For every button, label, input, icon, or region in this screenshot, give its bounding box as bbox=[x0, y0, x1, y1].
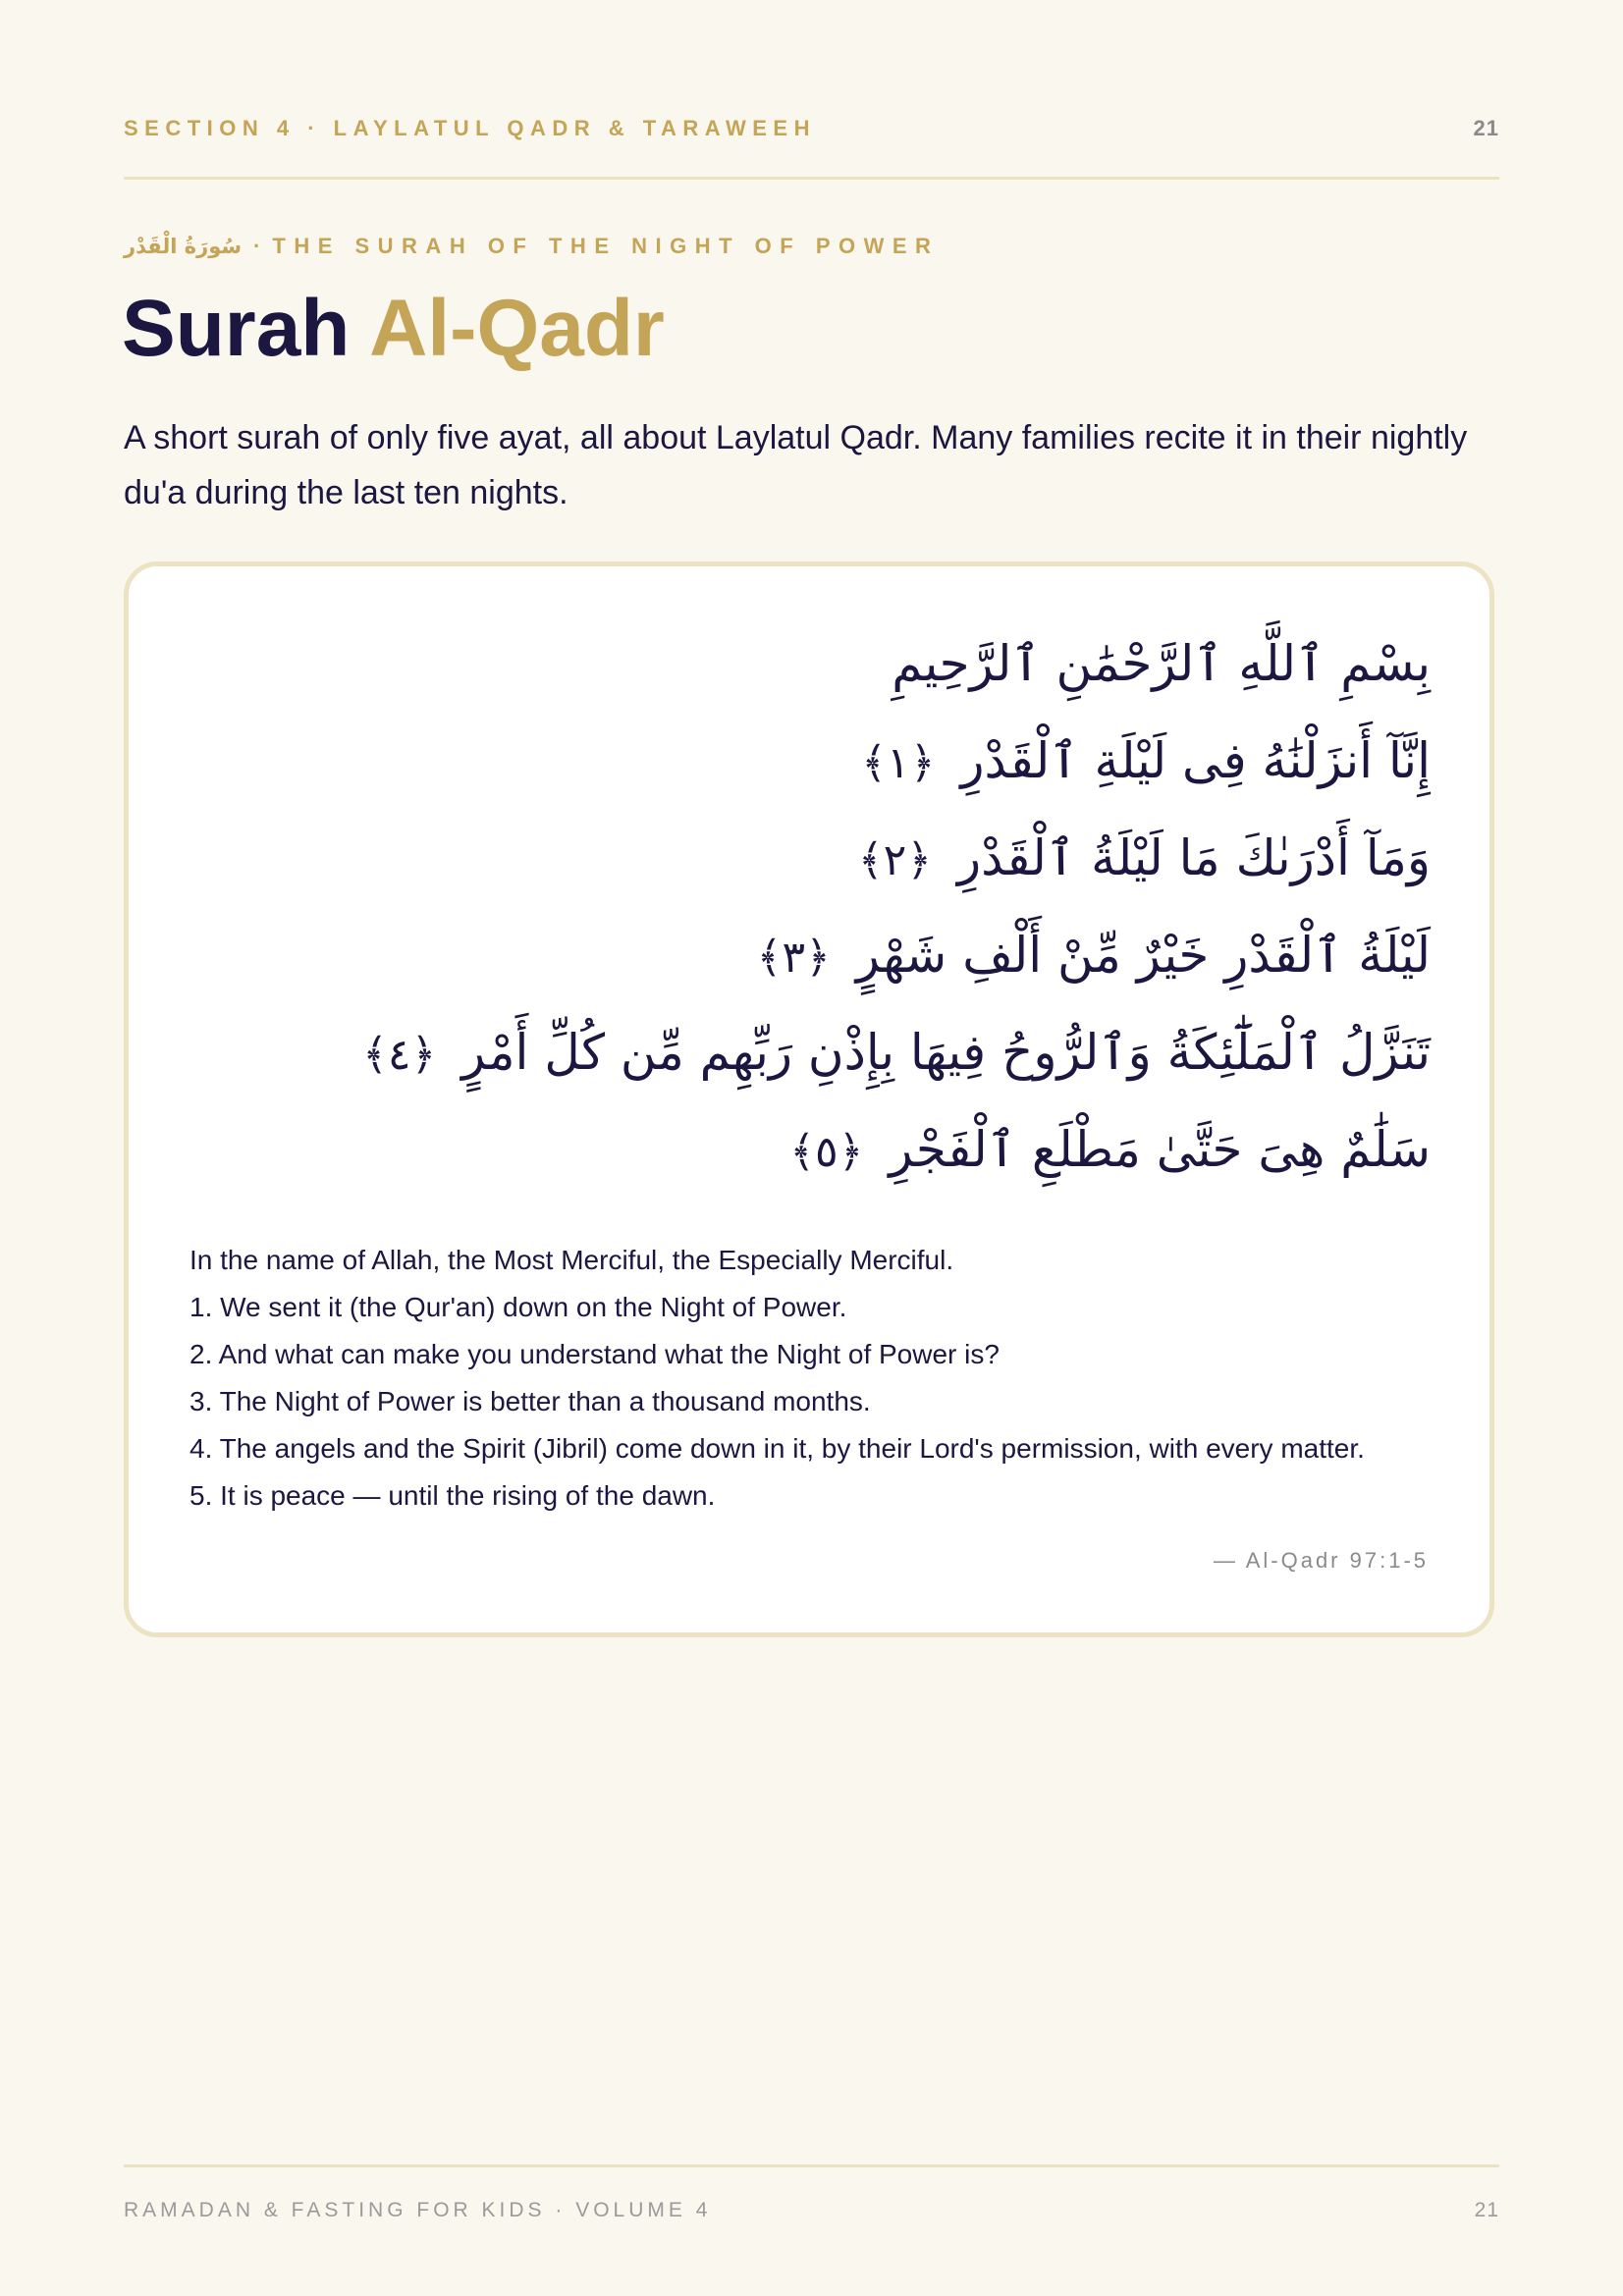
running-footer bbox=[124, 2199, 1499, 2222]
translation-line: 1. We sent it (the Qur'an) down on the Night of Power. bbox=[189, 1292, 847, 1322]
surah-card bbox=[124, 561, 1494, 1637]
eyebrow bbox=[124, 234, 939, 259]
arabic-verse-text: إِنَّآ أَنزَلْنَٰهُ فِى لَيْلَةِ ٱلْقَدْرِ bbox=[960, 732, 1431, 789]
title-part-name: Al-Qadr bbox=[369, 284, 665, 373]
english-translation bbox=[189, 1237, 1466, 1520]
arabic-line-1 bbox=[252, 713, 1431, 810]
title-part-surah: Surah bbox=[122, 284, 351, 373]
citation: — Al-Qadr 97:1-5 bbox=[1213, 1548, 1429, 1573]
ayah-number-mark: ﴿٤﴾ bbox=[362, 1030, 437, 1080]
arabic-verse-text: بِسْمِ ٱللَّهِ ٱلرَّحْمَٰنِ ٱلرَّحِيمِ bbox=[892, 635, 1431, 692]
arabic-line-2 bbox=[252, 810, 1431, 907]
arabic-line-3 bbox=[252, 907, 1431, 1004]
arabic-verse-text: وَمَآ أَدْرَىٰكَ مَا لَيْلَةُ ٱلْقَدْرِ bbox=[956, 829, 1431, 886]
page-number-bottom: 21 bbox=[1474, 2199, 1499, 2221]
translation-line: 4. The angels and the Spirit (Jibril) come down in it, by their Lord's permission, with every matter. bbox=[189, 1433, 1365, 1464]
page-title bbox=[122, 284, 665, 373]
eyebrow-arabic: سُورَةُ الْقَدْر bbox=[124, 235, 243, 258]
arabic-verse-text: تَنَزَّلُ ٱلْمَلَٰٓئِكَةُ وَٱلرُّوحُ فِيهَا بِإِذْنِ رَبِّهِم مِّن كُلِّ أَمْرٍ bbox=[461, 1024, 1431, 1081]
eyebrow-english: THE SURAH OF THE NIGHT OF POWER bbox=[272, 234, 940, 258]
arabic-verse-text: لَيْلَةُ ٱلْقَدْرِ خَيْرٌ مِّنْ أَلْفِ شَهْرٍ bbox=[855, 927, 1431, 984]
arabic-text bbox=[252, 615, 1431, 1199]
footer-divider bbox=[124, 2164, 1499, 2167]
arabic-line-5 bbox=[252, 1101, 1431, 1199]
section-label: SECTION 4 · LAYLATUL QADR & TARAWEEH bbox=[124, 116, 816, 140]
eyebrow-separator: · bbox=[253, 234, 261, 258]
translation-line: 5. It is peace — until the rising of the dawn. bbox=[189, 1480, 716, 1511]
translation-line: In the name of Allah, the Most Merciful, the Especially Merciful. bbox=[189, 1245, 954, 1275]
ayah-number-mark: ﴿١﴾ bbox=[861, 738, 936, 788]
translation-line: 3. The Night of Power is better than a thousand months. bbox=[189, 1386, 871, 1416]
ayah-number-mark: ﴿٥﴾ bbox=[789, 1127, 864, 1177]
ayah-number-mark: ﴿٣﴾ bbox=[756, 933, 831, 983]
header-divider bbox=[124, 177, 1499, 180]
arabic-line-basmala bbox=[252, 615, 1431, 713]
arabic-line-4 bbox=[252, 1004, 1431, 1101]
translation-line: 2. And what can make you understand what the Night of Power is? bbox=[189, 1339, 1000, 1369]
footer-title: RAMADAN & FASTING FOR KIDS · VOLUME 4 bbox=[124, 2199, 712, 2221]
running-header bbox=[124, 116, 1499, 141]
page-number-top: 21 bbox=[1473, 116, 1499, 140]
ayah-number-mark: ﴿٢﴾ bbox=[857, 835, 933, 885]
intro-paragraph: A short surah of only five ayat, all about Laylatul Qadr. Many families recite it in their nightly du'a during the last ten nights. bbox=[124, 419, 1468, 511]
arabic-verse-text: سَلَٰمٌ هِىَ حَتَّىٰ مَطْلَعِ ٱلْفَجْرِ bbox=[889, 1121, 1431, 1178]
